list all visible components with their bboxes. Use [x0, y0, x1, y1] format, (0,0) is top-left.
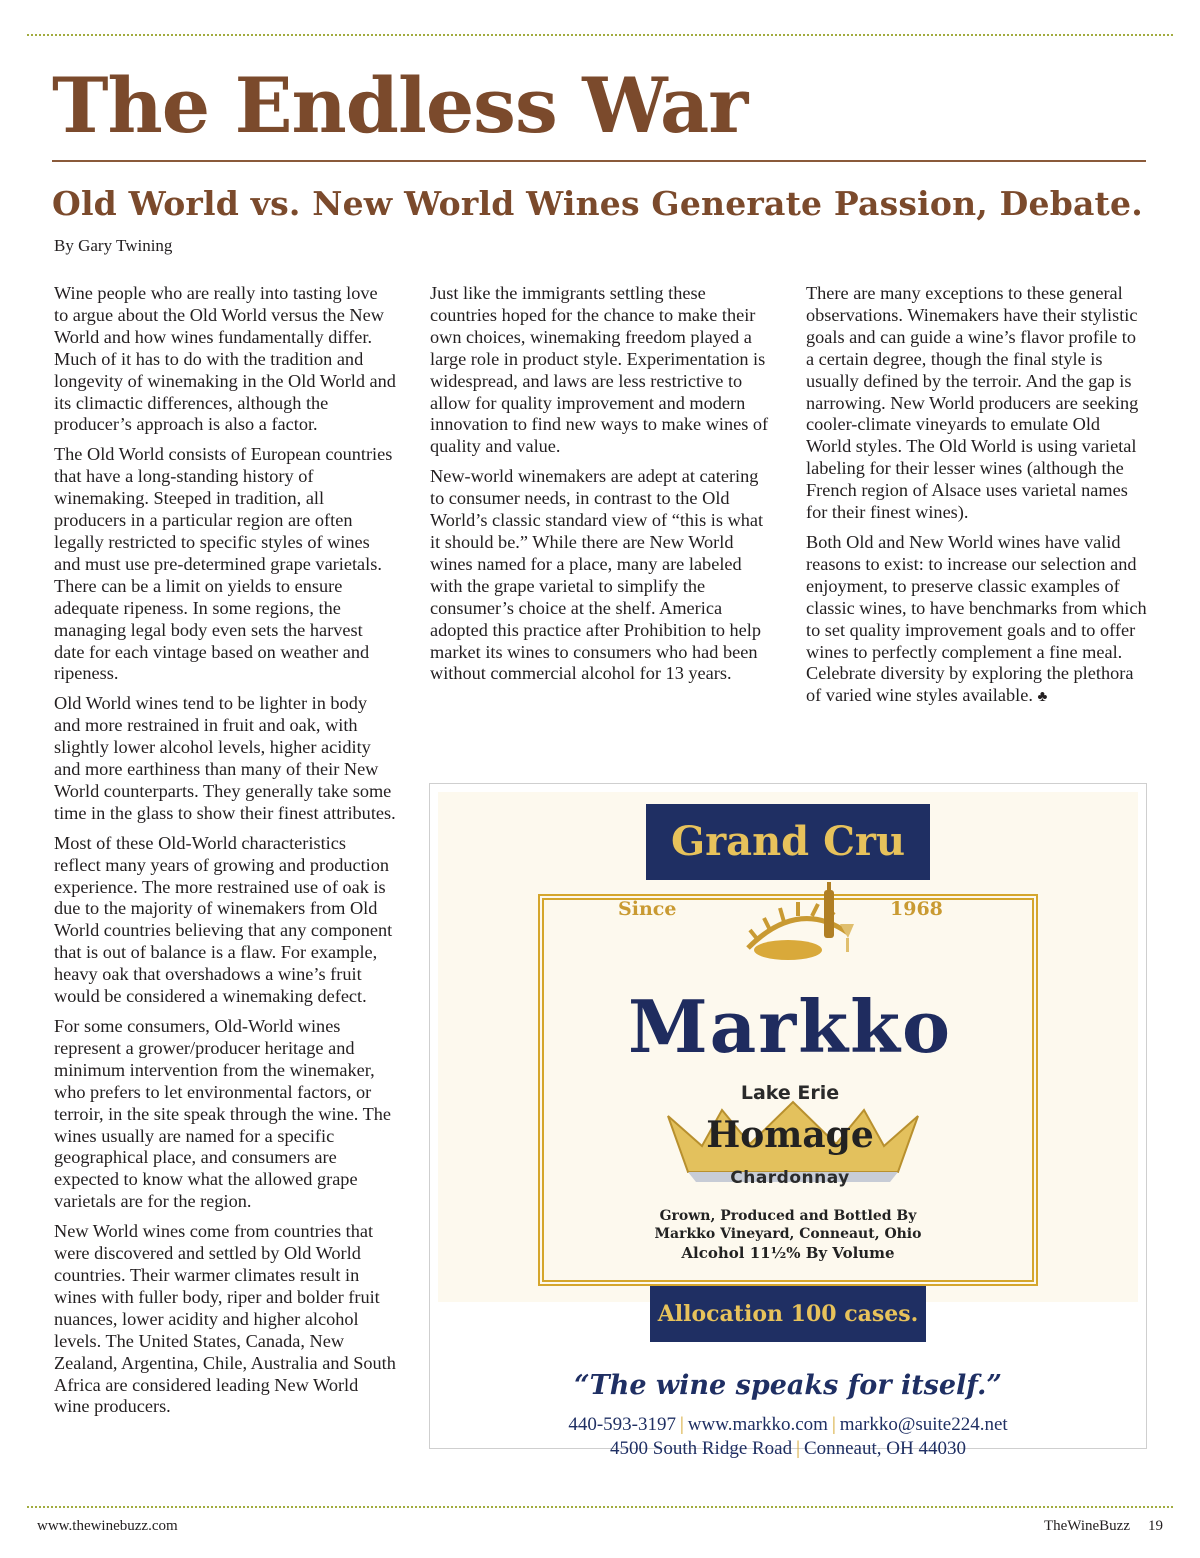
magazine-name: TheWineBuzz — [1043, 1518, 1130, 1534]
paragraph: New World wines come from countries that were discovered and settled by Old World countries. Their warmer climates result in wines with fuller body, riper and bolder fruit nuances, lower acidity and higher alcohol levels. The United States, Canada, New Zealand, Argentina, Chile, Australia and South Africa are considered leading New World wine producers. — [54, 1221, 396, 1417]
ad-tagline: “The wine speaks for itself.” — [574, 1370, 1002, 1401]
city-address: Conneaut, OH 44030 — [803, 1438, 966, 1459]
label-vineyard-line: Markko Vineyard, Conneaut, Ohio — [654, 1226, 922, 1242]
since-year: 1968 — [890, 898, 943, 920]
contact-line-1 — [430, 1414, 1146, 1436]
separator: | — [831, 1414, 836, 1435]
contact-line-2 — [430, 1438, 1146, 1460]
paragraph: There are many exceptions to these general observations. Winemakers have their stylistic goals and can guide a wine’s flavor profile to a certain degree, though the final style is usually defined by the terroir. And the gap is narrowing. New World producers are seeking cooler-climate vineyards to emulate Old World styles. The Old World is using varietal labeling for their lesser wines (although the French region of Alsace uses varietal names for their finest wines). — [806, 283, 1139, 523]
allocation-banner: Allocation 100 cases. — [650, 1286, 926, 1342]
wheat-bottle-emblem-icon — [728, 878, 868, 968]
grand-cru-banner: Grand Cru — [646, 804, 930, 880]
article-subtitle: Old World vs. New World Wines Generate Passion, Debate. — [52, 184, 1143, 223]
paragraph: Just like the immigrants settling these countries hoped for the chance to make their own choices, winemaking freedom played a large role in product style. Experimentation is widespread, and laws are less restrictive to allow for quality improvement and modern innovation to find new ways to make wines of quality and value. — [430, 283, 769, 457]
markko-advertisement — [429, 783, 1147, 1459]
closing-paragraph-text: Both Old and New World wines have valid reasons to exist: to increase our selection and enjoyment, to preserve classic examples of classic wines, to have benchmarks from which to set quality improvement goals and to offer wines to perfectly complement a fine meal. Celebrate diversity by exploring the plethora of varied wine styles available. — [806, 531, 1147, 706]
footer-publication — [1044, 1518, 1163, 1535]
article-column-2 — [430, 283, 772, 693]
label-alcohol-line: Alcohol 11½% By Volume — [681, 1244, 895, 1262]
end-mark-icon: ♣ — [1037, 689, 1048, 706]
separator: | — [679, 1414, 684, 1435]
article-column-1 — [54, 283, 396, 1426]
wine-region: Lake Erie — [740, 1082, 840, 1104]
footer-url[interactable]: www.thewinebuzz.com — [37, 1518, 178, 1534]
paragraph: For some consumers, Old-World wines represent a grower/producer heritage and minimum intervention from the winemaker, who prefers to let environmental factors, or terroir, in the site speak through the wine. The wines usually are named for a specific geographical place, and consumers are expected to know what the allowed grape varietals are for the region. — [54, 1016, 392, 1212]
paragraph: The Old World consists of European countries that have a long-standing history of winemaking. Steeped in tradition, all producers in a particular region are often legally restricted to specific styles of wines and must use pre-determined grape varietals. There can be a limit on yields to ensure adequate ripeness. In some regions, the managing legal body even sets the harvest date for each vintage based on weather and ripeness. — [54, 444, 393, 684]
since-label: Since — [618, 898, 677, 920]
paragraph: New-world winemakers are adept at catering to consumer needs, in contrast to the Old World’s classic standard view of “this is what it should be.” While there are New World wines named for a place, many are labeled with the grape varietal to simplify the consumer’s choice at the shelf. America adopted this practice after Prohibition to help market its wines to consumers who had been without commercial alcohol for 13 years. — [430, 466, 764, 684]
street-address: 4500 South Ridge Road — [610, 1438, 793, 1459]
wine-varietal: Chardonnay — [730, 1168, 850, 1188]
paragraph — [806, 532, 1148, 709]
paragraph: Wine people who are really into tasting love to argue about the Old World versus the New World and how wines fundamentally differ. Much of it has to do with the tradition and longevity of winemaking in the Old World and its climactic differences, although the producer’s approach is also a factor. — [54, 283, 396, 435]
email-link[interactable]: markko@suite224.net — [839, 1414, 1008, 1435]
website-link[interactable]: www.markko.com — [687, 1414, 828, 1435]
top-dotted-rule — [27, 34, 1173, 36]
title-underline — [52, 160, 1146, 162]
wine-name: Homage — [706, 1114, 874, 1156]
byline: By Gary Twining — [54, 236, 173, 255]
paragraph: Old World wines tend to be lighter in body and more restrained in fruit and oak, with slightly lower alcohol levels, higher acidity and more earthiness than many of their New World counterparts. They generally take some time in the glass to show their finest attributes. — [54, 693, 396, 823]
article-column-3 — [806, 283, 1148, 717]
bottom-dotted-rule — [27, 1506, 1173, 1508]
phone-number: 440-593-3197 — [568, 1414, 676, 1435]
brand-name: Markko — [627, 984, 953, 1069]
label-producer-line: Grown, Produced and Bottled By — [659, 1208, 917, 1224]
article-title: The Endless War — [52, 61, 748, 150]
separator: | — [796, 1438, 800, 1459]
page-number: 19 — [1148, 1518, 1163, 1534]
paragraph: Most of these Old-World characteristics reflect many years of growing and production experience. The more restrained use of oak is due to the majority of winemakers from Old World countries believing that any component that is out of balance is a flaw. For example, heavy oak that overshadows a wine’s fruit would be considered a winemaking defect. — [54, 832, 393, 1007]
